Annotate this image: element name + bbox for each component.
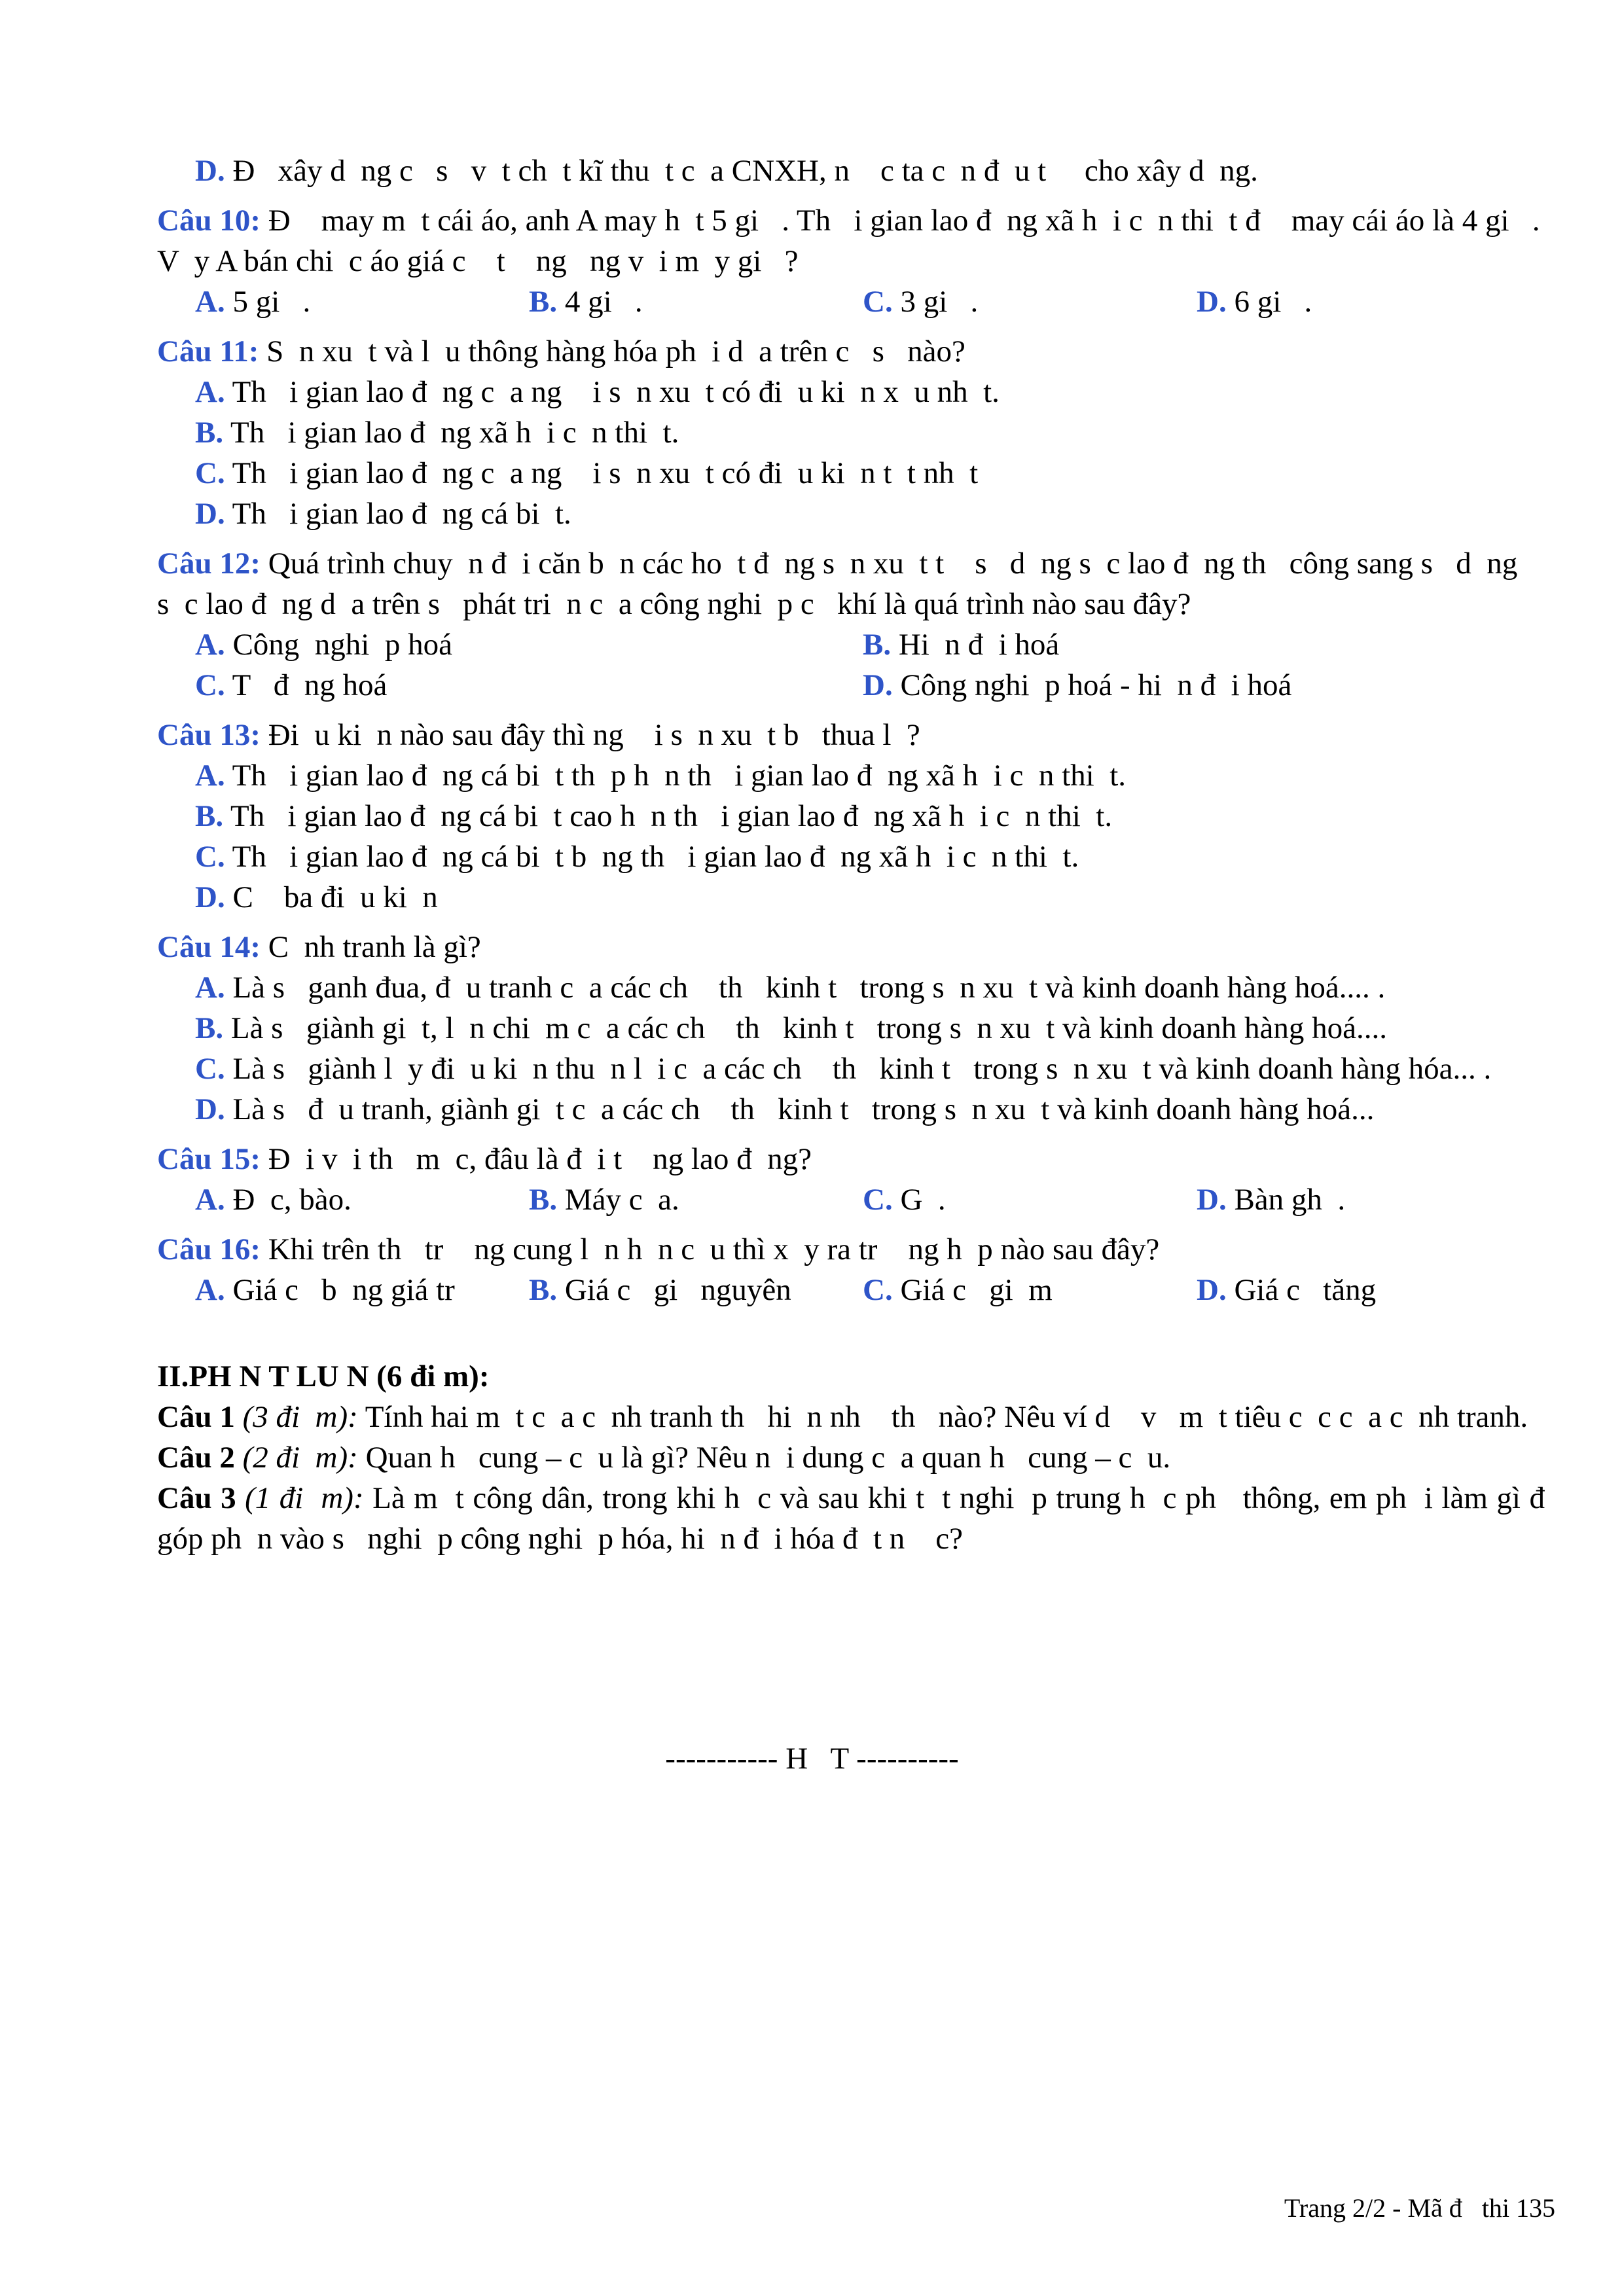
option-label: B. [863,628,892,662]
question-stem [157,200,1545,281]
option-group [157,372,1545,534]
option-text: 6 gi . [1226,285,1312,319]
option-text: Giá c gi nguyên [557,1273,791,1307]
option-text: C ba đi u ki n [225,880,438,914]
essay-label: Câu 2 [157,1441,235,1475]
essay-text: Tính hai m t c a c nh tranh th hi n nh th nào? Nêu ví d v m t tiêu c c c a c nh tranh. [357,1400,1528,1434]
answer-option [1197,281,1530,322]
option-label: D. [195,154,225,188]
answer-option [195,372,1545,412]
essay-label: Câu 3 [157,1481,236,1515]
question-stem [157,1139,1545,1179]
option-text: Th i gian lao đ ng cá bi t b ng th i gian lao đ ng xã h i c n thi t. [225,840,1079,874]
option-text: Th i gian lao đ ng c a ng i s n xu t có đi u ki n t t nh t [225,456,979,490]
option-label: C. [195,456,225,490]
option-label: A. [195,1183,225,1217]
option-text: 4 gi . [557,285,643,319]
question [157,715,1545,918]
option-group [157,967,1545,1130]
question-text: Đi u ki n nào sau đây thì ng i s n xu t b thua l ? [260,718,920,752]
answer-option [195,412,1545,453]
answer-option [195,493,1545,534]
option-text: Là s ganh đua, đ u tranh c a các ch th kinh t trong s n xu t và kinh doanh hàng hoá.... . [225,971,1386,1005]
option-text: Đ xây d ng c s v t ch t kĩ thu t c a CNXH, n c ta c n đ u t cho xây d ng. [225,154,1258,188]
question-text: C nh tranh là gì? [260,930,481,964]
option-label: A. [195,971,225,1005]
question-text: Đ i v i th m c, đâu là đ i t ng lao đ ng? [260,1142,812,1176]
essay-text: Là m t công dân, trong khi h c và sau khi t t nghi p trung h c ph thông, em ph i làm gì đ góp ph n vào s nghi p công nghi p hóa, hi n đ i hóa đ t n c? [157,1481,1568,1556]
question-stem [157,331,1545,372]
question-stem [157,715,1545,755]
answer-option [195,1179,529,1220]
question-list [157,200,1545,1310]
option-text: 5 gi . [225,285,311,319]
essay-question [157,1397,1545,1437]
question [157,200,1545,322]
question-label: Câu 10: [157,204,261,238]
option-label: B. [529,1183,558,1217]
answer-option [195,1270,529,1310]
option-group [157,624,1545,706]
answer-option [529,281,863,322]
option-label: C. [195,840,225,874]
question-label: Câu 12: [157,547,261,581]
question-text: S n xu t và l u thông hàng hóa ph i d a trên c s nào? [259,334,965,368]
option-label: D. [1197,1183,1227,1217]
question-text: Quá trình chuy n đ i căn b n các ho t đ ng s n xu t t s d ng s c lao đ ng th công sang s d ng s c lao đ ng d a trên s phát tri n c a công nghi p c khí là quá trình nào sau đây? [157,547,1541,621]
answer-option [195,755,1545,796]
answer-option [195,967,1545,1008]
page-footer: Trang 2/2 - Mã đ thi 135 [1284,2193,1555,2223]
question-label: Câu 14: [157,930,261,964]
essay-heading: II.PH N T LU N (6 đi m): [157,1359,490,1393]
option-text: Công nghi p hoá - hi n đ i hoá [892,668,1292,702]
option-label: B. [529,1273,558,1307]
option-label: C. [863,285,893,319]
answer-option [1197,1270,1530,1310]
answer-option [195,624,863,665]
option-label: A. [195,285,225,319]
option-text: Là s đ u tranh, giành gi t c a các ch th kinh t trong s n xu t và kinh doanh hàng hoá... [225,1092,1375,1126]
option-group [157,281,1545,322]
essay-points: (1 đi m): [236,1481,364,1515]
option-text: T đ ng hoá [225,668,388,702]
option-text: Công nghi p hoá [225,628,452,662]
question [157,543,1545,706]
option-group [157,755,1545,918]
answer-option [195,281,529,322]
option-text: Giá c tăng [1226,1273,1377,1307]
question [157,1229,1545,1310]
option-label: A. [195,628,225,662]
option-group [157,1179,1545,1220]
option-label: B. [529,285,558,319]
question-stem [157,927,1545,967]
option-label: C. [863,1183,893,1217]
essay-label: Câu 1 [157,1400,235,1434]
option-text: Là s giành gi t, l n chi m c a các ch th kinh t trong s n xu t và kinh doanh hàng hoá.... [223,1011,1387,1045]
q9-option-d [157,151,1545,191]
option-label: D. [195,1092,225,1126]
answer-option [195,1008,1545,1049]
question [157,1139,1545,1220]
option-label: A. [195,759,225,793]
answer-option [863,1270,1197,1310]
option-text: Bàn gh . [1226,1183,1346,1217]
option-label: C. [195,1052,225,1086]
option-label: B. [195,416,224,450]
option-label: B. [195,799,224,833]
question [157,927,1545,1130]
answer-option [195,1049,1545,1089]
option-text: Th i gian lao đ ng xã h i c n thi t. [223,416,679,450]
question-label: Câu 16: [157,1232,261,1266]
option-label: C. [863,1273,893,1307]
option-text: Máy c a. [557,1183,679,1217]
answer-option [195,796,1545,836]
option-text: G . [892,1183,946,1217]
option-label: A. [195,375,225,409]
answer-option [863,1179,1197,1220]
option-text: Th i gian lao đ ng cá bi t th p h n th i gian lao đ ng xã h i c n thi t. [225,759,1127,793]
option-label: D. [863,668,893,702]
option-text: Th i gian lao đ ng c a ng i s n xu t có đi u ki n x u nh t. [225,375,1000,409]
answer-option [863,665,1530,706]
answer-option [1197,1179,1530,1220]
option-text: Giá c b ng giá tr [225,1273,471,1307]
option-group [157,1270,1545,1310]
option-text: Hi n đ i hoá [891,628,1060,662]
question-label: Câu 15: [157,1142,261,1176]
option-label: D. [1197,285,1227,319]
answer-option [863,624,1530,665]
option-text: 3 gi . [892,285,979,319]
option-text: Giá c gi m [892,1273,1053,1307]
answer-option [195,453,1545,493]
question [157,331,1545,534]
answer-option [863,281,1197,322]
essay-question [157,1478,1568,1559]
option-text: Th i gian lao đ ng cá bi t. [225,497,571,531]
answer-option [195,877,1545,918]
option-label: A. [195,1273,225,1307]
option-label: D. [195,497,225,531]
answer-option [529,1179,863,1220]
option-label: B. [195,1011,224,1045]
question-stem [157,543,1545,624]
answer-option [195,665,863,706]
question-label: Câu 13: [157,718,261,752]
essay-points: (3 đi m): [234,1400,358,1434]
option-label: D. [195,880,225,914]
question-label: Câu 11: [157,334,259,368]
essay-question [157,1437,1545,1478]
answer-option [529,1270,863,1310]
answer-option [195,836,1545,877]
essay-points: (2 đi m): [234,1441,358,1475]
question-stem [157,1229,1545,1270]
exam-page [157,151,1568,1559]
end-marker: ----------- H T ---------- [665,1742,959,1776]
essay-list [157,1397,1568,1559]
question-text: Khi trên th tr ng cung l n h n c u thì x y ra tr ng h p nào sau đây? [260,1232,1160,1266]
option-label: D. [1197,1273,1227,1307]
option-label: C. [195,668,225,702]
essay-text: Quan h cung – c u là gì? Nêu n i dung c a quan h cung – c u. [357,1441,1171,1475]
answer-option [195,1089,1545,1130]
option-text: Th i gian lao đ ng cá bi t cao h n th i gian lao đ ng xã h i c n thi t. [223,799,1113,833]
option-text: Đ c, bào. [225,1183,352,1217]
option-text: Là s giành l y đi u ki n thu n l i c a các ch th kinh t trong s n xu t và kinh doanh hàng hóa... . [225,1052,1492,1086]
question-text: Đ may m t cái áo, anh A may h t 5 gi . Th i gian lao đ ng xã h i c n thi t đ may cái áo là 4 gi . V y A bán chi c áo giá c t ng ng v i m y gi ? [157,204,1547,278]
